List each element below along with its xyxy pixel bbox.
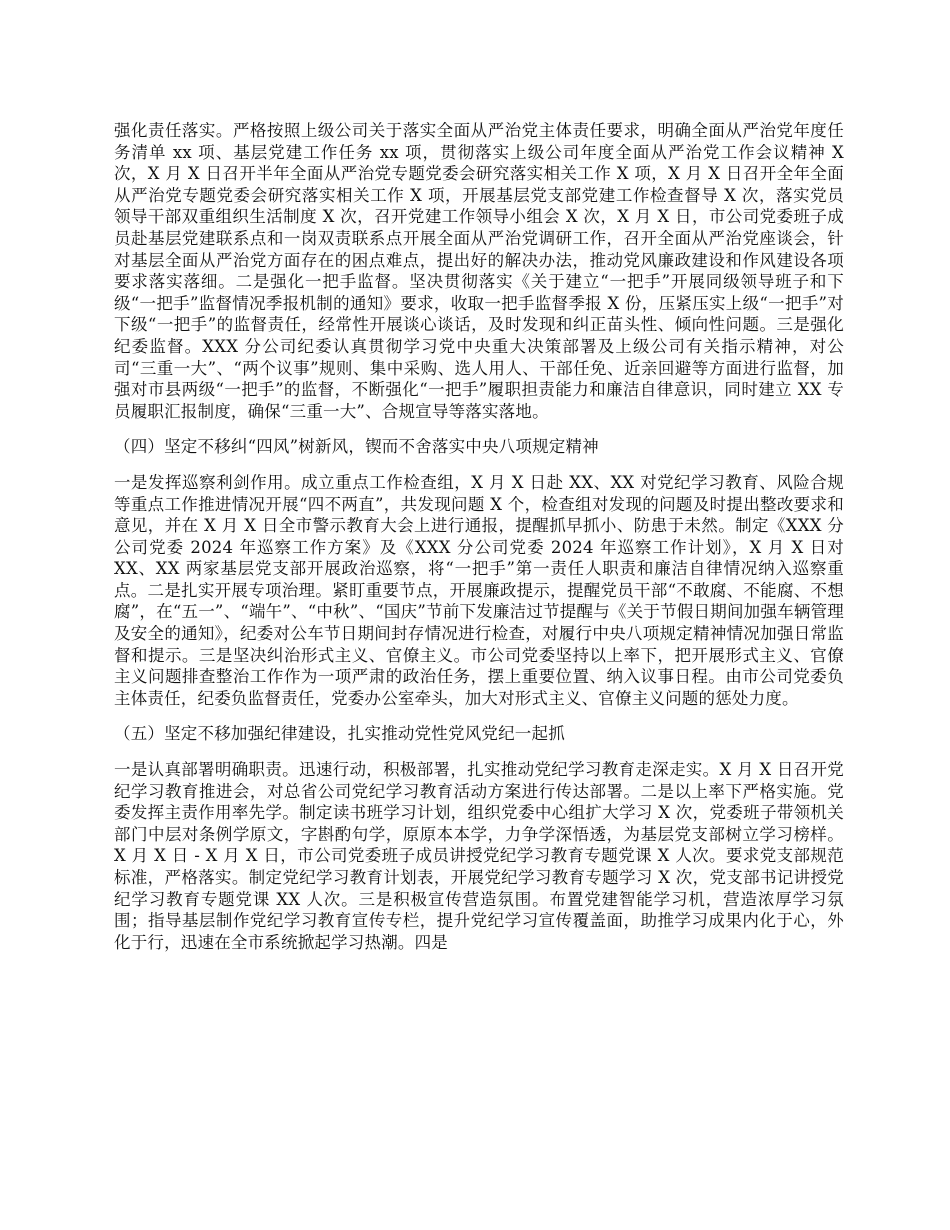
section-heading-four-winds: （四）坚定不移纠“四风”树新风，锲而不舍落实中央八项规定精神 bbox=[114, 437, 599, 457]
spacer bbox=[114, 709, 844, 723]
body-paragraph-inspection: 一是发挥巡察利剑作用。成立重点工作检查组，X 月 X 日赴 XX、XX 对党纪学习教育、风险合规等重点工作推进情况开展“四不两直”，共发现问题 X 个，检查组对发现的问题及时提出整改要求和意见，并在 X 月 X 日全市警示教育大会上进行通报，提醒抓早抓小、防患于未然。制定《XXX 分公司党委 2024 年巡察工作方案》及《XXX 分公司党委 2024 年巡察工作计划》，X 月 X 日对 XX、XX 两家基层党支部开展政治巡察，将“一把手”第一责任人职责和廉洁自律情况纳入巡察重点。二是扎实开展专项治理。紧盯重要节点，开展廉政提示，提醒党员干部“不敢腐、不能腐、不想腐”，在“五一”、“端午”、“中秋”、“国庆”节前下发廉洁过节提醒与《关于节假日期间加强车辆管理及安全的通知》，纪委对公车节日期间封存情况进行检查，对履行中央八项规定精神情况加强日常监督和提示。三是坚决纠治形式主义、官僚主义。市公司党委坚持以上率下，把开展形式主义、官僚主义问题排查整治工作作为一项严肃的政治任务，摆上重要位置、纳入议事日程。由市公司党委负主体责任，纪委负监督责任，党委办公室牵头，加大对形式主义、官僚主义问题的惩处力度。 bbox=[114, 472, 844, 708]
body-paragraph-responsibility: 强化责任落实。严格按照上级公司关于落实全面从严治党主体责任要求，明确全面从严治党年度任务清单 xx 项、基层党建工作任务 xx 项，贯彻落实上级公司年度全面从严治党工作会议精神 X 次，X 月 X 日召开半年全面从严治党专题党委会研究落实相关工作 X 项，X 月 X 日召开全年全面从严治党专题党委会研究落实相关工作 X 项，开展基层党支部党建工作检查督导 X 次，落实党员领导干部双重组织生活制度 X 次，召开党建工作领导小组会 X 次，X 月 X 日，市公司党委班子成员赴基层党建联系点和一岗双责联系点开展全面从严治党调研工作，召开全面从严治党座谈会，针对基层全面从严治党方面存在的困点难点，提出好的解决办法，推动党风廉政建设和作风建设各项要求落实落细。二是强化一把手监督。坚决贯彻落实《关于建立“一把手”开展同级领导班子和下级“一把手”监督情况季报机制的通知》要求，收取一把手监督季报 X 份，压紧压实上级“一把手”对下级“一把手”的监督责任，经常性开展谈心谈话，及时发现和纠正苗头性、倾向性问题。三是强化纪委监督。XXX 分公司纪委认真贯彻学习党中央重大决策部署及上级公司有关指示精神，对公司“三重一大”、“两个议事”规则、集中采购、选人用人、干部任免、近亲回避等方面进行监督，加强对市县两级“一把手”的监督，不断强化“一把手”履职担责能力和廉洁自律意识，同时建立 XX 专员履职汇报制度，确保“三重一大”、合规宣导等落实落地。 bbox=[114, 121, 844, 421]
body-paragraph-study-education: 一是认真部署明确职责。迅速行动，积极部署，扎实推动党纪学习教育走深走实。X 月 X 日召开党纪学习教育推进会，对总省公司党纪学习教育活动方案进行传达部署。二是以上率下严格实施。党委发挥主责作用率先学。制定读书班学习计划，组织党委中心组扩大学习 X 次，党委班子带领机关部门中层对条例学原文，字斟酌句学，原原本本学，力争学深悟透，为基层党支部树立学习榜样。X 月 X 日 - X 月 X 日，市公司党委班子成员讲授党纪学习教育专题党课 X 人次。要求党支部规范标准，严格落实。制定党纪学习教育计划表，开展党纪学习教育专题学习 X 次，党支部书记讲授党纪学习教育专题党课 XX 人次。三是积极宣传营造氛围。布置党建智能学习机，营造浓厚学习氛围；指导基层制作党纪学习教育宣传专栏，提升党纪学习宣传覆盖面，助推学习成果内化于心，外化于行，迅速在全市系统掀起学习热潮。四是 bbox=[114, 760, 844, 952]
spacer bbox=[114, 458, 844, 472]
document-page bbox=[114, 120, 844, 953]
spacer bbox=[114, 422, 844, 436]
section-heading-discipline: （五）坚定不移加强纪律建设，扎实推动党性党风党纪一起抓 bbox=[114, 724, 565, 744]
spacer bbox=[114, 745, 844, 759]
